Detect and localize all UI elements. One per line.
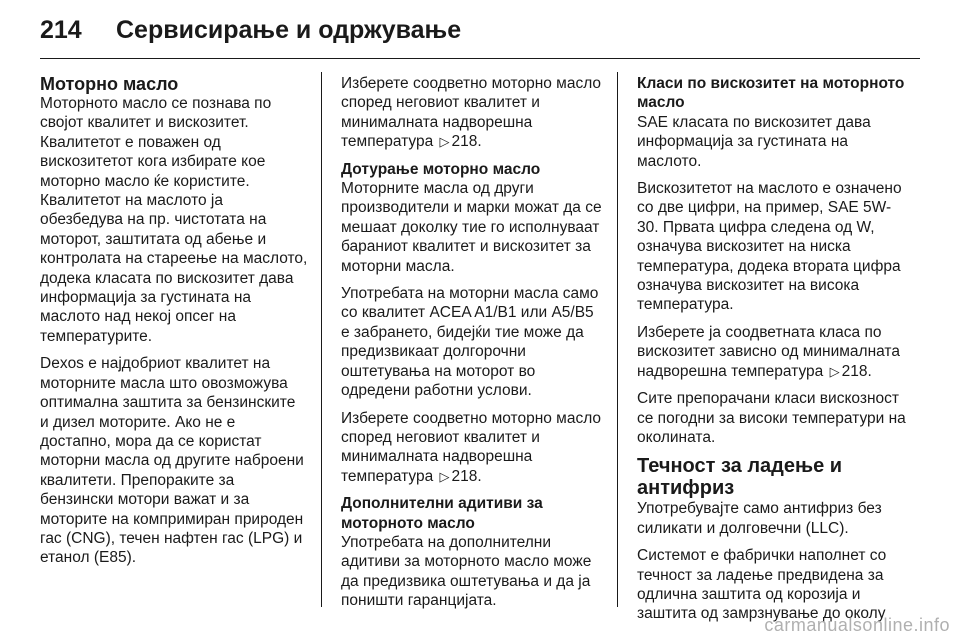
subheading-topping-up: Дотурање моторно масло [341, 160, 541, 178]
paragraph: Изберете ја соодветната класа по вискозитет зависно од минималната надворешна температура ▷ 218. [637, 323, 900, 380]
page-reference-link[interactable]: 218. [451, 133, 482, 151]
paragraph: Сите препорачани класи вискозност се погодни за високи температури на околината. [637, 390, 906, 446]
column-3 [637, 74, 907, 632]
page-reference-link[interactable]: 218. [451, 467, 482, 485]
section-heading-coolant: Течност за ладење и антифриз [637, 455, 843, 500]
page-reference-icon: ▷ [439, 468, 450, 484]
page-header [40, 16, 920, 52]
section-heading-engine-oil: Моторно масло [40, 74, 179, 94]
page-reference-link[interactable]: 218. [841, 362, 872, 380]
paragraph: Изберете соодветно моторно масло според неговиот квалитет и минималната надворешна температура ▷ 218. [341, 75, 602, 151]
watermark: carmanualsonline.info [764, 615, 950, 635]
column-2 [341, 74, 604, 619]
subheading-viscosity-classes: Класи по вискозитет на моторното масло [637, 75, 905, 112]
paragraph: Употребувајте само антифриз без силикати и долговечни (LLC). [637, 500, 882, 537]
paragraph: Dexos е најдобриот квалитет на моторните масла што овозможува оптимална заштита за бензинските и дизел моторите. Ако не е достапно, мора да се користат моторни масла од другите наброени квалитети. Препораките за бензински мотори важат и за моторите на компримиран природен гас (CNG), течен нафтен гас (LPG) и етанол (E85). [40, 355, 304, 567]
paragraph: Вискозитетот на маслото е означено со две цифри, на пример, SAE 5W-30. Првата цифра следена од W, означува вискозитет на ниска температура, додека втората цифра означува вискозитет на висока температура. [637, 180, 902, 314]
paragraph: Системот е фабрички наполнет со течност за ладење предвидена за одлична заштита од корозија и заштита од замрзнување до околу [637, 547, 887, 623]
page-reference-icon: ▷ [439, 134, 450, 150]
paragraph: Изберете соодветно моторно масло според неговиот квалитет и минималната надворешна температура ▷ 218. [341, 409, 602, 485]
page-number: 214 [40, 16, 82, 44]
subheading-additives: Дополнителни адитиви за моторното масло [341, 495, 543, 532]
chapter-title: Сервисирање и одржување [116, 16, 462, 44]
column-divider [321, 72, 322, 607]
paragraph: Моторните масла од други производители и марки можат да се мешаат доколку тие го исполнуваат бараниот квалитет и вискозитет за моторни масла. [341, 180, 602, 275]
paragraph: Употребата на моторни масла само со квалитет ACEA A1/B1 или A5/B5 е забрането, бидејќи тие може да предизвикаат долгорочни оштетувања на моторот во одредени работни услови. [341, 285, 599, 400]
paragraph: Употребата на дополнителни адитиви за моторното масло може да предизвика оштетувања и да ја поништи гаранцијата. [341, 533, 592, 610]
header-rule [40, 58, 920, 59]
column-divider [617, 72, 618, 607]
paragraph: Моторното масло се познава по својот квалитет и вискозитет. Квалитетот е поважен од вискозитетот кога избирате кое моторно масло ќе користите. Квалитетот на маслото ја обезбедува на пр. чистотата на моторот, заштитата од абење и контролата на стареење на маслото, додека класата по вискозитет дава информација за густината на маслото над некој опсег на температурите. [40, 95, 308, 345]
column-1 [40, 74, 308, 576]
page-reference-icon: ▷ [829, 363, 840, 379]
paragraph: SAE класата по вискозитет дава информација за густината на маслото. [637, 113, 871, 170]
